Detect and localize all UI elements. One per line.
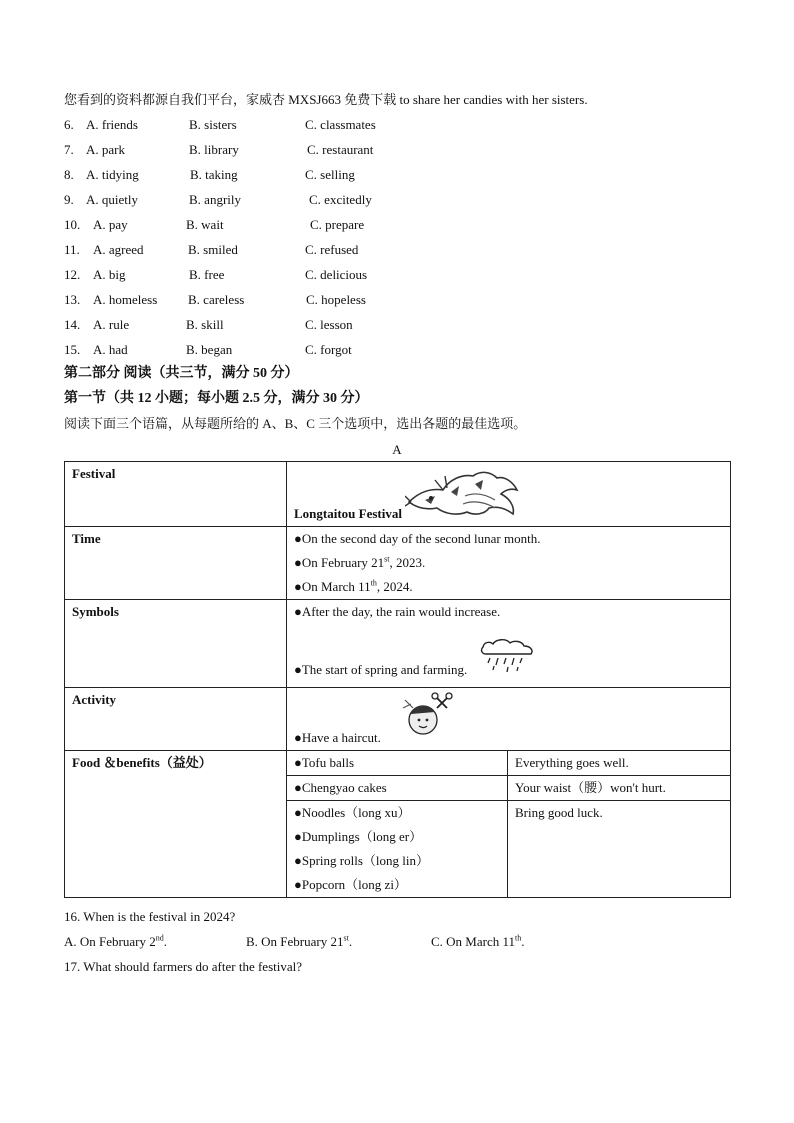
question-number: 11.: [64, 242, 80, 257]
time-text: ●On March 11: [294, 579, 371, 594]
option-b: B. careless: [188, 292, 245, 307]
time-text: ●On February 21: [294, 555, 385, 570]
symbol-item: ●After the day, the rain would increase.: [294, 604, 501, 619]
question-16: 16. When is the festival in 2024?: [64, 909, 236, 924]
option-a: A. big: [93, 267, 126, 282]
time-suffix: th: [370, 578, 377, 588]
benefit-item: Your waist（腰）won't hurt.: [508, 776, 731, 801]
option-c: C. selling: [305, 167, 355, 182]
option-b: B. angrily: [189, 192, 241, 207]
question-number: 10.: [64, 217, 81, 232]
festival-table: [64, 461, 731, 898]
option-a: A. had: [93, 342, 128, 357]
food-item: ●Noodles（long xu）: [294, 805, 411, 820]
q16-option-c-end: .: [521, 934, 525, 949]
option-row: [64, 292, 366, 308]
festival-name: Longtaitou Festival: [294, 506, 402, 521]
q16-option-c: [431, 934, 525, 950]
food-list-cell: [287, 801, 508, 898]
option-c: C. delicious: [305, 267, 368, 282]
q16-option-b-text: B. On February 21: [246, 934, 344, 949]
time-item: ●On the second day of the second lunar month.: [294, 531, 541, 546]
option-c: C. prepare: [310, 217, 365, 232]
option-a: A. agreed: [93, 242, 144, 257]
food-item: ●Popcorn（long zi）: [294, 877, 407, 892]
festival-label: Festival: [65, 462, 287, 527]
question-number: 13.: [64, 292, 81, 307]
haircut-icon: [399, 690, 453, 744]
time-label: Time: [65, 527, 287, 600]
q16-option-b: [246, 934, 431, 950]
option-a: A. quietly: [86, 192, 138, 207]
option-a: A. pay: [93, 217, 128, 232]
time-year: , 2023.: [389, 555, 426, 570]
question-number: 7.: [64, 142, 74, 157]
symbols-cell: [287, 600, 731, 688]
q16-option-a-suffix: nd: [155, 933, 164, 943]
option-row: [64, 217, 364, 233]
festival-name-cell: [287, 462, 731, 527]
option-a: A. rule: [93, 317, 130, 332]
activity-item: ●Have a haircut.: [294, 730, 381, 745]
instruction: 阅读下面三个语篇，从每题所给的 A、B、C 三个选项中，选出各题的最佳选项。: [64, 416, 527, 431]
food-label: Food ＆benefits（益处）: [65, 751, 287, 898]
q16-option-b-end: .: [348, 934, 353, 949]
option-a: A. homeless: [93, 292, 158, 307]
option-row: [64, 342, 352, 358]
option-row: [64, 242, 358, 258]
option-row: [64, 267, 367, 283]
option-c: C. lesson: [305, 317, 353, 332]
food-item: ●Chengyao cakes: [287, 776, 508, 801]
option-c: C. refused: [305, 242, 359, 257]
option-row: [64, 167, 355, 183]
option-b: B. sisters: [189, 117, 237, 132]
option-b: B. free: [189, 267, 225, 282]
q16-option-c-text: C. On March 11: [431, 934, 516, 949]
question-number: 15.: [64, 342, 81, 357]
option-a: A. park: [86, 142, 125, 157]
option-c: C. restaurant: [307, 142, 374, 157]
question-number: 12.: [64, 267, 81, 282]
option-b: B. library: [189, 142, 239, 157]
option-b: B. smiled: [188, 242, 238, 257]
dragon-icon: [405, 466, 523, 522]
food-item: ●Tofu balls: [287, 751, 508, 776]
header-line: 您看到的资料都源自我们平台，家威杏 MXSJ663 免费下载 to share her candies with her sisters.: [64, 92, 588, 107]
option-row: [64, 192, 372, 208]
option-b: B. skill: [186, 317, 224, 332]
benefit-item: Everything goes well.: [508, 751, 731, 776]
option-c: C. classmates: [305, 117, 376, 132]
time-cell: [287, 527, 731, 600]
q16-option-a-text: A. On February 2: [64, 934, 156, 949]
food-item: ●Dumplings（long er）: [294, 829, 423, 844]
q16-option-c-suffix: th: [515, 933, 522, 943]
option-c: C. excitedly: [309, 192, 372, 207]
question-number: 14.: [64, 317, 81, 332]
passage-label: A: [392, 442, 402, 457]
symbol-item: ●The start of spring and farming.: [294, 662, 468, 677]
symbols-label: Symbols: [65, 600, 287, 688]
option-a: A. friends: [86, 117, 138, 132]
time-item: [294, 579, 723, 595]
question-17: 17. What should farmers do after the festival?: [64, 959, 303, 974]
q16-option-a-end: .: [163, 934, 167, 949]
rain-cloud-icon: [478, 638, 538, 678]
part2-title: 第二部分 阅读（共三节，满分 50 分）: [64, 366, 299, 381]
question-number: 6.: [64, 117, 74, 132]
option-b: B. taking: [190, 167, 238, 182]
time-year: , 2024.: [376, 579, 413, 594]
option-b: B. wait: [186, 217, 224, 232]
question-number: 9.: [64, 192, 74, 207]
option-c: C. hopeless: [306, 292, 366, 307]
activity-cell: [287, 688, 731, 751]
option-row: [64, 117, 376, 133]
option-row: [64, 317, 353, 333]
section1-title: 第一节（共 12 小题；每小题 2.5 分，满分 30 分）: [64, 391, 369, 406]
option-row: [64, 142, 373, 158]
option-a: A. tidying: [86, 167, 139, 182]
question-number: 8.: [64, 167, 74, 182]
activity-label: Activity: [65, 688, 287, 751]
benefit-item: Bring good luck.: [508, 801, 731, 898]
food-item: ●Spring rolls（long lin）: [294, 853, 429, 868]
q16-option-b-suffix: st: [343, 933, 349, 943]
option-b: B. began: [186, 342, 233, 357]
time-suffix: st: [384, 554, 390, 564]
option-c: C. forgot: [305, 342, 352, 357]
question-16-options: [64, 934, 525, 950]
time-item: [294, 555, 723, 571]
q16-option-a: [64, 934, 246, 950]
